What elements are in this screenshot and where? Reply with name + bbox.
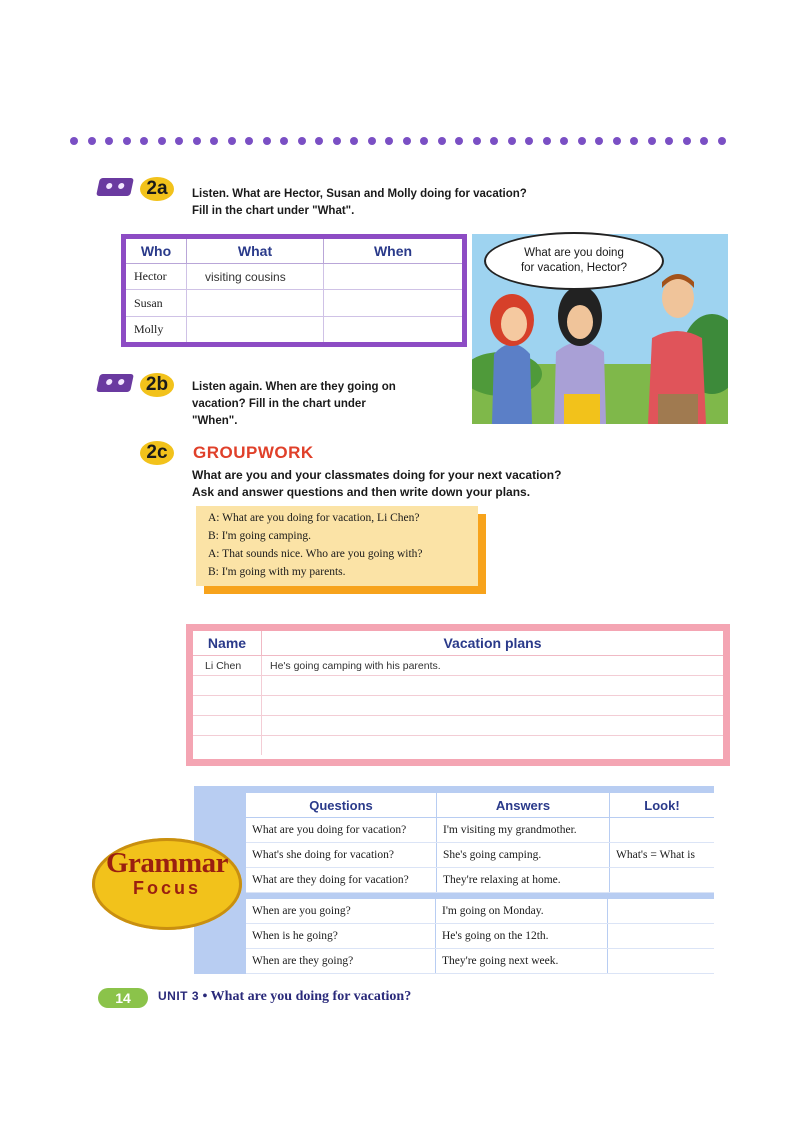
divider-dot — [560, 137, 568, 145]
cell-plan[interactable] — [262, 736, 724, 756]
grammar-table-what — [246, 793, 714, 893]
divider-dot — [298, 137, 306, 145]
cell-what[interactable] — [187, 290, 324, 316]
cell-name[interactable] — [193, 696, 262, 716]
divider-dot — [70, 137, 78, 145]
divider-dot — [595, 137, 603, 145]
who-what-when-chart — [121, 234, 467, 347]
cell-question: What are they doing for vacation? — [246, 868, 437, 893]
table-row — [246, 818, 714, 843]
cell-name[interactable] — [193, 716, 262, 736]
cell-name[interactable] — [193, 736, 262, 756]
grammar-table-when — [246, 899, 714, 974]
divider-dot — [438, 137, 446, 145]
speech-bubble-line2: for vacation, Hector? — [520, 262, 628, 274]
divider-dot — [490, 137, 498, 145]
cell-plan[interactable] — [262, 716, 724, 736]
divider-dot — [718, 137, 726, 145]
cassette-icon — [96, 178, 134, 196]
divider-dot — [578, 137, 586, 145]
cell-what[interactable] — [187, 316, 324, 342]
activity-number-2a: 2a — [140, 177, 174, 201]
instruction-2a-line2: Fill in the chart under "What". — [192, 205, 355, 217]
divider-dot — [350, 137, 358, 145]
page-number: 14 — [98, 988, 148, 1008]
table-row — [246, 924, 714, 949]
cell-when[interactable] — [324, 290, 463, 316]
divider-dot — [648, 137, 656, 145]
cell-plan[interactable]: He's going camping with his parents. — [262, 656, 724, 676]
divider-dot — [700, 137, 708, 145]
divider-dot — [420, 137, 428, 145]
cell-answer: I'm going on Monday. — [436, 899, 608, 924]
grammar-focus-title-line2: Focus — [132, 878, 201, 898]
header-questions: Questions — [246, 793, 437, 818]
divider-dot — [403, 137, 411, 145]
divider-dot — [543, 137, 551, 145]
header-when: When — [324, 239, 463, 264]
cell-answer: I'm visiting my grandmother. — [437, 818, 610, 843]
cell-look — [610, 818, 715, 843]
table-row — [246, 868, 714, 893]
header-name: Name — [193, 631, 262, 656]
table-row — [126, 290, 462, 316]
cell-look — [610, 868, 715, 893]
cell-when[interactable] — [324, 264, 463, 290]
cell-look: What's = What is — [610, 843, 715, 868]
cell-look — [608, 924, 715, 949]
dotted-divider — [70, 134, 730, 148]
divider-dot — [280, 137, 288, 145]
instruction-2b-line1: Listen again. When are they going on — [192, 381, 396, 393]
unit-title: What are you doing for vacation? — [210, 989, 412, 1004]
vacation-plans-chart — [186, 624, 730, 766]
cell-question: What are you doing for vacation? — [246, 818, 437, 843]
instruction-2c-line1: What are you and your classmates doing for your next vacation? — [192, 468, 562, 482]
divider-dot — [210, 137, 218, 145]
header-who: Who — [126, 239, 187, 264]
divider-dot — [105, 137, 113, 145]
grammar-focus-title-line1: Grammar — [105, 847, 229, 879]
cell-when[interactable] — [324, 316, 463, 342]
cell-name[interactable] — [193, 676, 262, 696]
cell-question: When is he going? — [246, 924, 436, 949]
divider-dot — [140, 137, 148, 145]
divider-dot — [385, 137, 393, 145]
cassette-icon — [96, 374, 134, 392]
sample-dialog — [196, 506, 478, 586]
dialog-line: A: What are you doing for vacation, Li Chen? — [208, 512, 420, 524]
divider-dot — [525, 137, 533, 145]
divider-dot — [315, 137, 323, 145]
cell-question: What's she doing for vacation? — [246, 843, 437, 868]
instruction-2c-line2: Ask and answer questions and then write down your plans. — [192, 485, 531, 499]
speech-bubble-line1: What are you doing — [524, 247, 624, 259]
divider-dot — [508, 137, 516, 145]
cell-what[interactable]: visiting cousins — [187, 264, 324, 290]
cell-plan[interactable] — [262, 676, 724, 696]
table-row — [126, 316, 462, 342]
table-row — [246, 843, 714, 868]
divider-dot — [455, 137, 463, 145]
divider-dot — [123, 137, 131, 145]
unit-footer — [158, 989, 411, 1005]
cell-answer: She's going camping. — [437, 843, 610, 868]
divider-dot — [333, 137, 341, 145]
footer-separator: • — [202, 989, 208, 1004]
speech-bubble — [484, 232, 664, 290]
cell-answer: They're relaxing at home. — [437, 868, 610, 893]
cell-answer: They're going next week. — [436, 949, 608, 974]
instruction-2b-line3: "When". — [192, 415, 238, 427]
table-row — [246, 899, 714, 924]
cell-who: Molly — [126, 316, 187, 342]
divider-dot — [88, 137, 96, 145]
cell-look — [608, 899, 715, 924]
groupwork-title: GROUPWORK — [193, 443, 314, 462]
divider-dot — [245, 137, 253, 145]
divider-dot — [228, 137, 236, 145]
divider-dot — [473, 137, 481, 145]
cell-plan[interactable] — [262, 696, 724, 716]
dialog-line: B: I'm going with my parents. — [208, 566, 346, 578]
instruction-2b — [192, 379, 396, 430]
divider-dot — [613, 137, 621, 145]
cell-who: Hector — [126, 264, 187, 290]
unit-label: UNIT 3 — [158, 989, 200, 1003]
table-row — [126, 264, 462, 290]
divider-dot — [665, 137, 673, 145]
instruction-2c — [192, 467, 561, 501]
header-answers: Answers — [437, 793, 610, 818]
header-what: What — [187, 239, 324, 264]
dialog-line: B: I'm going camping. — [208, 530, 312, 542]
cell-look — [608, 949, 715, 974]
divider-dot — [158, 137, 166, 145]
cell-question: When are you going? — [246, 899, 436, 924]
table-row — [246, 949, 714, 974]
cell-name[interactable]: Li Chen — [193, 656, 262, 676]
cell-who: Susan — [126, 290, 187, 316]
instruction-2a — [192, 186, 527, 220]
dialog-line: A: That sounds nice. Who are you going with? — [208, 548, 423, 560]
divider-dot — [193, 137, 201, 145]
table-row — [193, 696, 723, 716]
grammar-focus-badge — [92, 838, 242, 930]
divider-dot — [368, 137, 376, 145]
header-vacation-plans: Vacation plans — [262, 631, 724, 656]
header-look: Look! — [610, 793, 715, 818]
table-row — [193, 716, 723, 736]
table-row — [193, 656, 723, 676]
divider-dot — [630, 137, 638, 145]
activity-number-2c: 2c — [140, 441, 174, 465]
instruction-2b-line2: vacation? Fill in the chart under — [192, 398, 366, 410]
cell-question: When are they going? — [246, 949, 436, 974]
cell-answer: He's going on the 12th. — [436, 924, 608, 949]
activity-number-2b: 2b — [140, 373, 174, 397]
table-row — [193, 676, 723, 696]
divider-dot — [263, 137, 271, 145]
table-row — [193, 736, 723, 756]
divider-dot — [683, 137, 691, 145]
divider-dot — [175, 137, 183, 145]
instruction-2a-line1: Listen. What are Hector, Susan and Molly doing for vacation? — [192, 188, 527, 200]
